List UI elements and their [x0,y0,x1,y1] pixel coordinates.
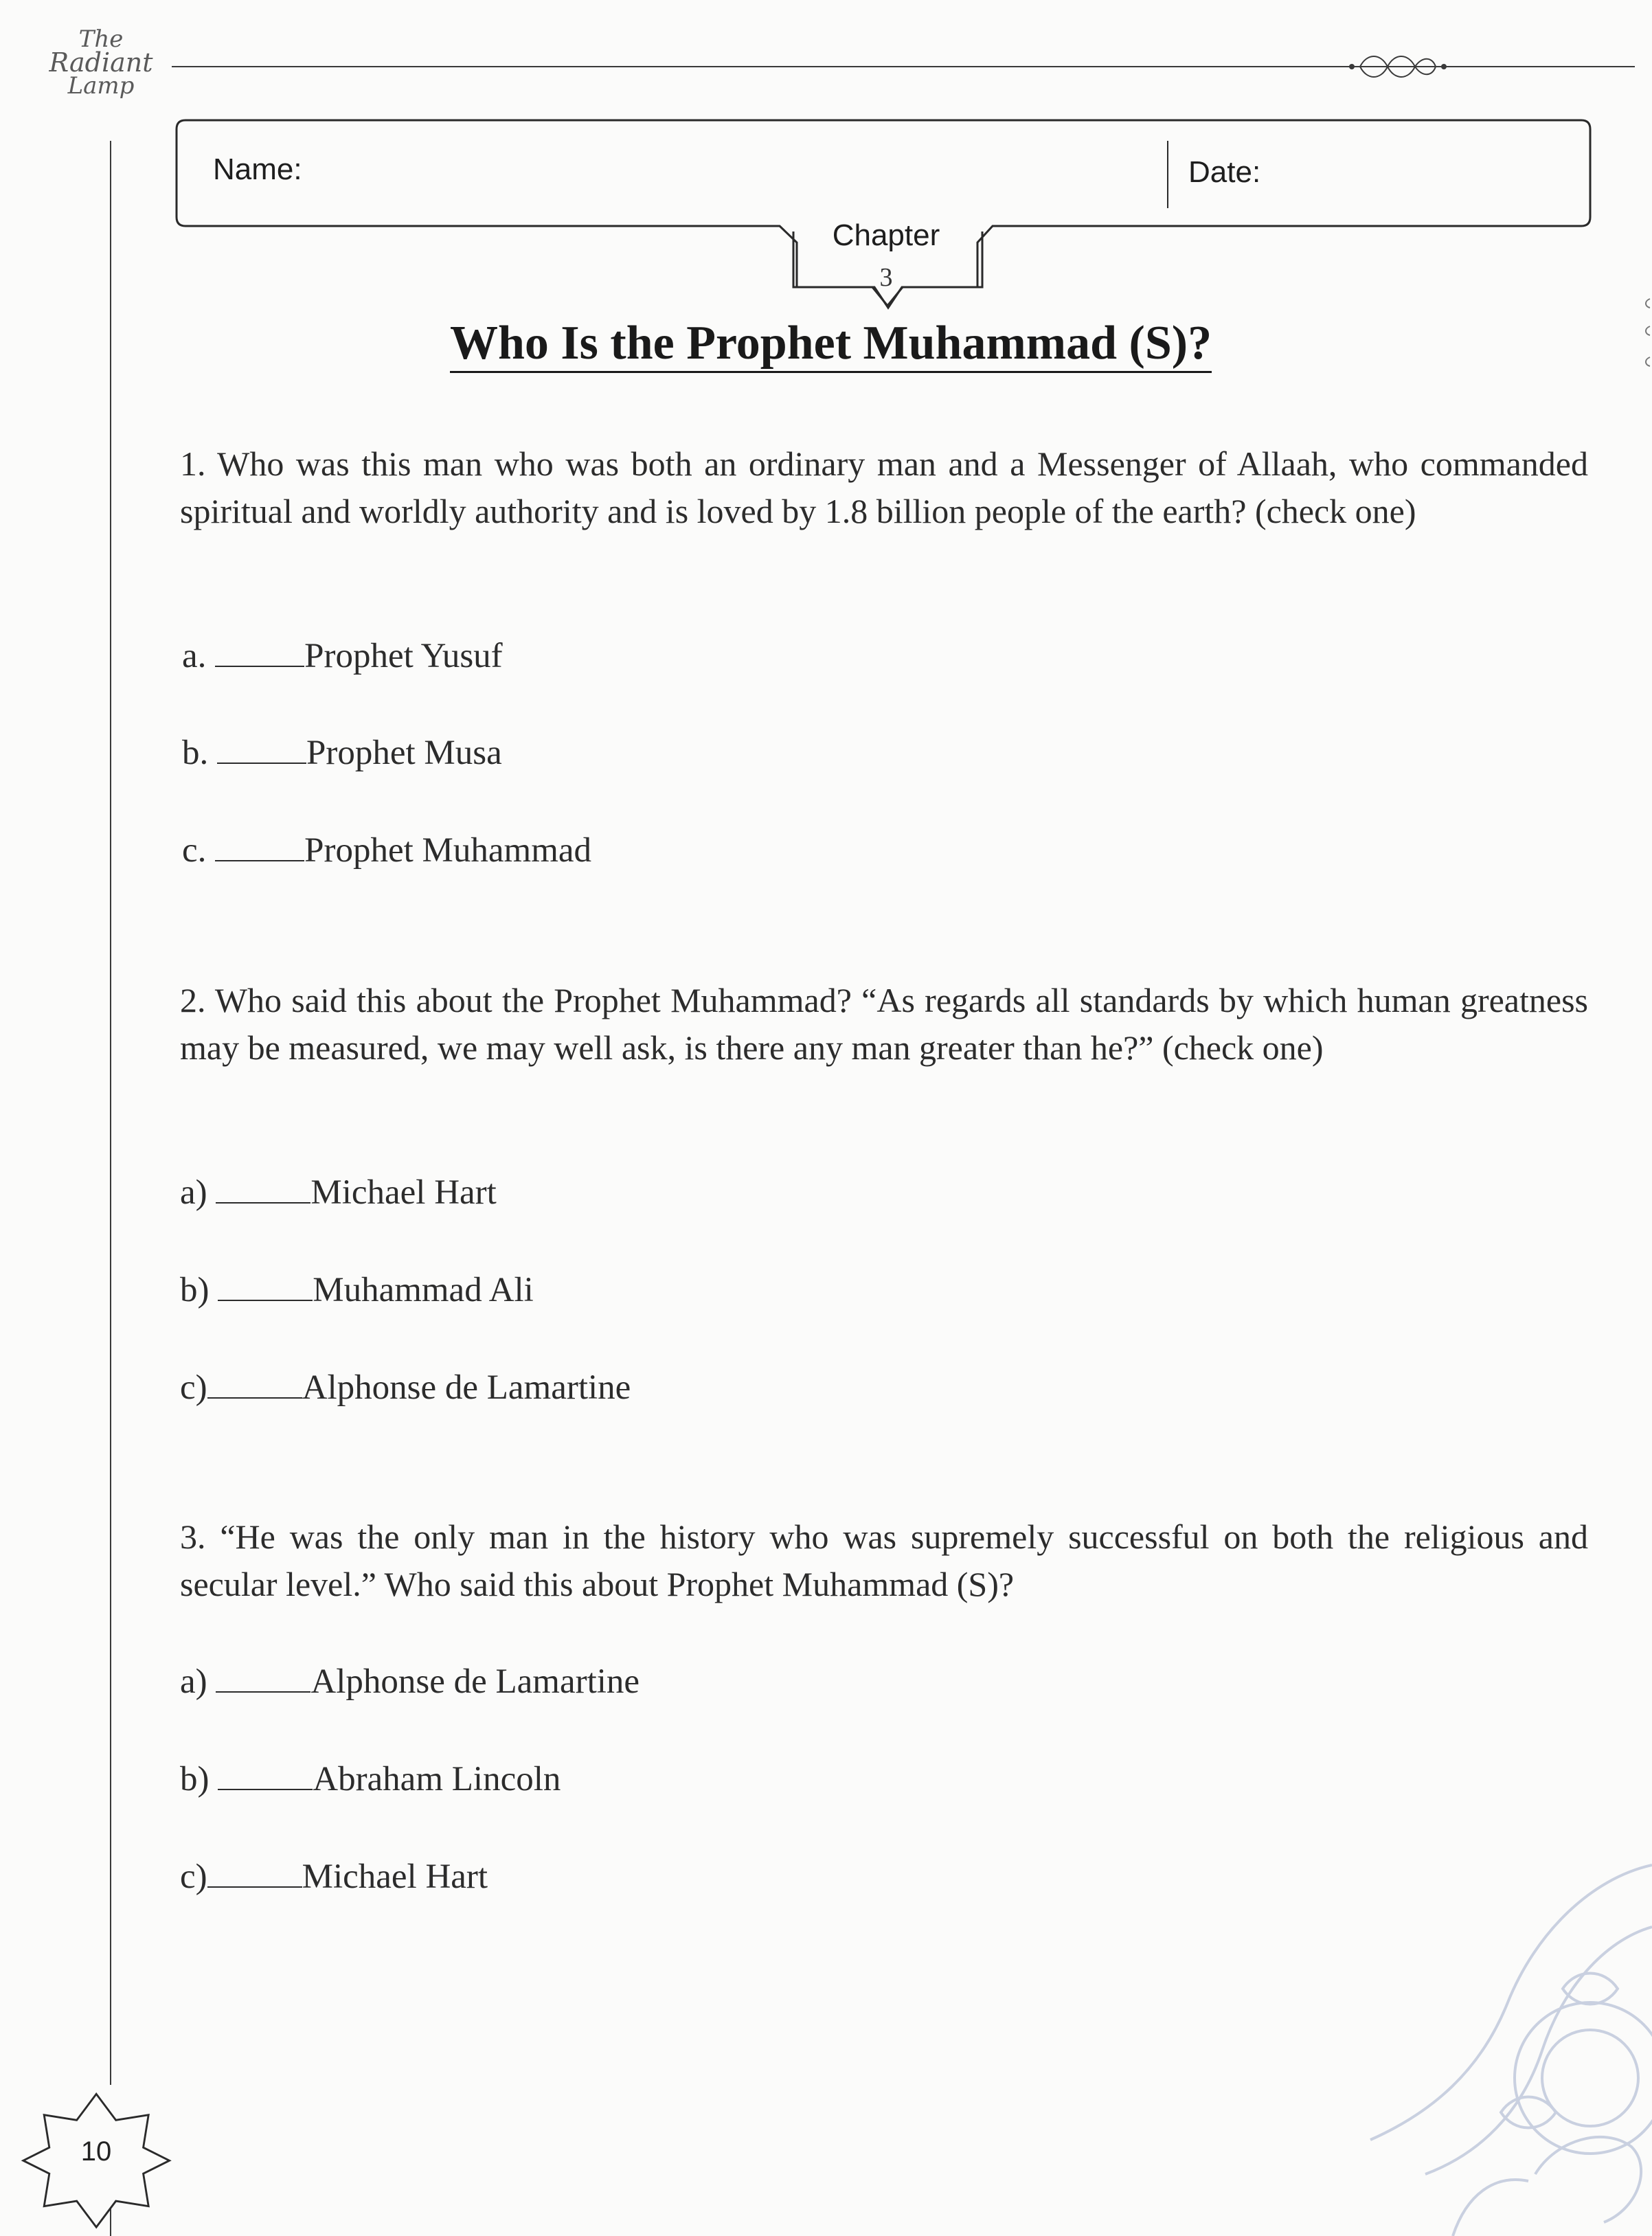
logo-line-1: The [78,25,124,53]
option-label: Muhammad Ali [313,1271,534,1309]
radiant-lamp-logo [43,27,159,103]
option-prefix: c) [180,1857,207,1896]
date-label: Date: [1188,155,1261,189]
answer-blank[interactable] [207,1859,302,1888]
answer-blank[interactable] [216,1664,310,1693]
chapter-number: 3 [879,263,893,292]
question-3: 3. “He was the only man in the history who was supremely successful on both the religious and secular level.” Who said this about Prophet Muhammad (S)? [180,1517,1588,1603]
page-number: 10 [80,2136,112,2167]
option-label: Michael Hart [302,1857,488,1896]
margin-marks-icon [1642,295,1652,371]
option-prefix: b) [180,1271,218,1309]
margin-rule [110,141,111,2085]
name-label: Name: [213,153,302,186]
answer-blank[interactable] [216,1175,310,1204]
option-label: Michael Hart [310,1173,497,1212]
question-3-option-b[interactable] [180,1759,561,1800]
answer-blank[interactable] [218,1272,313,1301]
option-label: Prophet Musa [306,734,502,772]
option-prefix: a. [182,637,216,675]
question-2-option-c[interactable] [180,1367,631,1408]
option-label: Alphonse de Lamartine [302,1368,631,1407]
option-label: Abraham Lincoln [313,1760,561,1798]
corner-ornament-icon [1329,1851,1652,2236]
option-label: Prophet Muhammad [304,831,592,870]
question-1: 1. Who was this man who was both an ordinary man and a Messenger of Allaah, who commanded spiritual and worldly authority and is loved by 1.8 billion people of the earth? (check one) [180,444,1588,530]
option-label: Alphonse de Lamartine [310,1662,640,1701]
question-3-option-c[interactable] [180,1856,488,1897]
question-1-option-b[interactable] [182,732,502,773]
question-1-option-c[interactable] [182,830,591,871]
answer-blank[interactable] [215,833,304,861]
question-1-option-a[interactable] [182,635,503,677]
chapter-label: Chapter [832,218,940,252]
question-2-option-b[interactable] [180,1269,534,1311]
option-prefix: a) [180,1662,216,1701]
page-title: Who Is the Prophet Muhammad (S)? [450,317,1212,373]
logo-line-2: Radiant [49,47,153,78]
logo-line-3: Lamp [67,72,135,100]
flourish-ornament-icon [1319,49,1470,84]
option-prefix: b) [180,1760,218,1798]
option-prefix: b. [182,734,217,772]
question-3-option-a[interactable] [180,1661,640,1702]
option-prefix: c) [180,1368,207,1407]
option-prefix: c. [182,831,216,870]
answer-blank[interactable] [207,1370,302,1399]
answer-blank[interactable] [217,735,306,764]
option-label: Prophet Yusuf [304,637,503,675]
option-prefix: a) [180,1173,216,1212]
answer-blank[interactable] [215,638,304,667]
answer-blank[interactable] [218,1761,313,1790]
question-2-option-a[interactable] [180,1172,497,1213]
question-2: 2. Who said this about the Prophet Muhammad? “As regards all standards by which human greatness may be measured, we may well ask, is there any man greater than he?” (check one) [180,981,1588,1067]
